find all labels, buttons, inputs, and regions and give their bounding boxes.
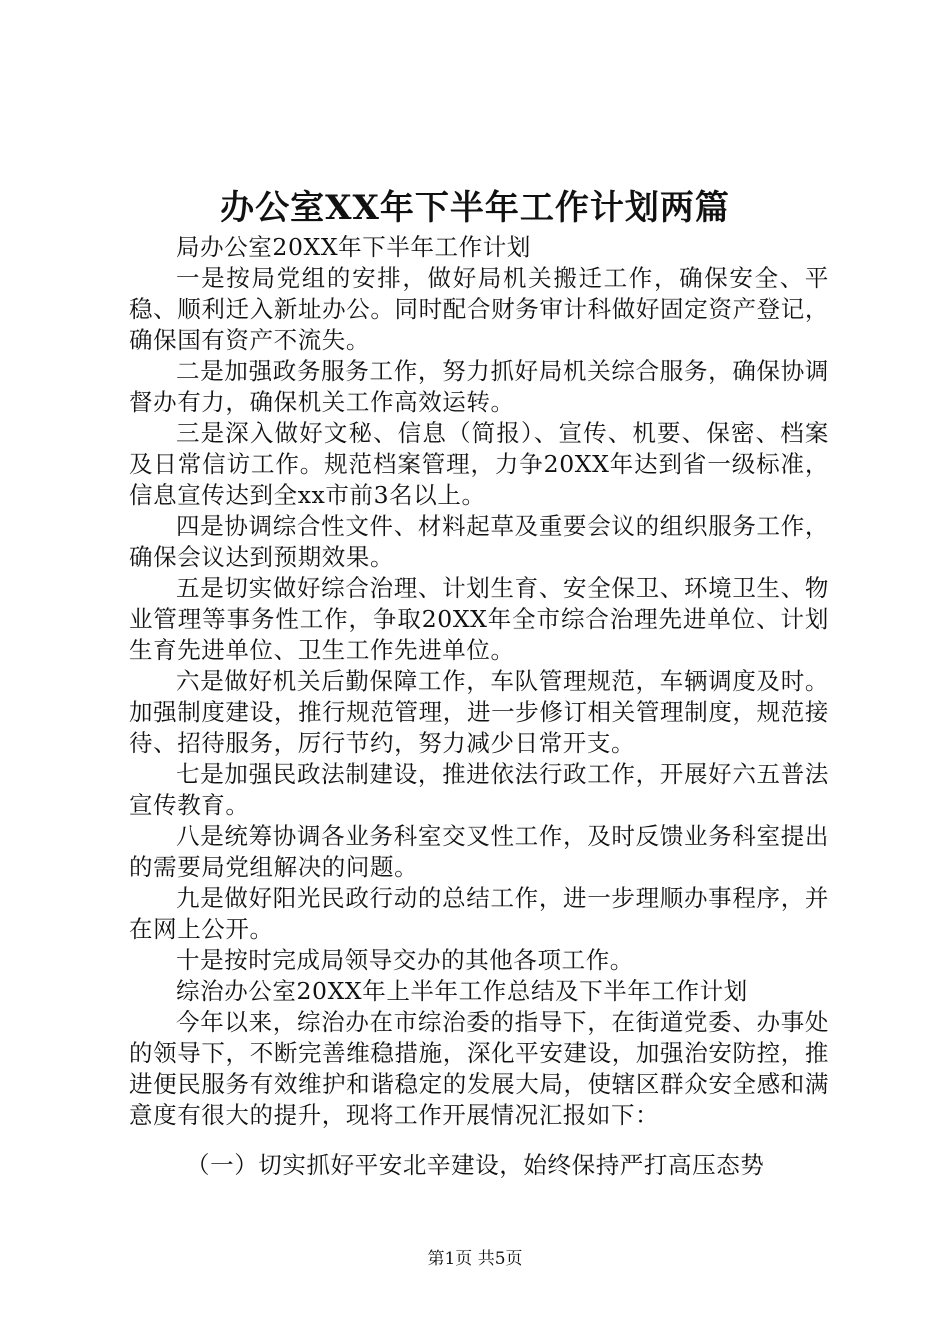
paragraph-item-9: 九是做好阳光民政行动的总结工作，进一步理顺办事程序，并在网上公开。 xyxy=(129,884,829,943)
paragraph-item-7: 七是加强民政法制建设，推进依法行政工作，开展好六五普法宣传教育。 xyxy=(129,760,829,819)
paragraph-item-10: 十是按时完成局领导交办的其他各项工作。 xyxy=(176,946,634,974)
paragraph-item-3: 三是深入做好文秘、信息（简报）、宣传、机要、保密、档案及日常信访工作。规范档案管理，力争20XX年达到省一级标准，信息宣传达到全xx市前3名以上。 xyxy=(129,419,829,509)
paragraph-item-6: 六是做好机关后勤保障工作，车队管理规范，车辆调度及时。加强制度建设，推行规范管理，进一步修订相关管理制度，规范接待、招待服务，厉行节约，努力减少日常开支。 xyxy=(129,667,829,757)
paragraph-intro: 今年以来，综治办在市综治委的指导下，在街道党委、办事处的领导下，不断完善维稳措施，深化平安建设，加强治安防控，推进便民服务有效维护和谐稳定的发展大局，使辖区群众安全感和满意度有很大的提升，现将工作开展情况汇报如下： xyxy=(129,1008,829,1129)
paragraph-item-5: 五是切实做好综合治理、计划生育、安全保卫、环境卫生、物业管理等事务性工作，争取20XX年全市综合治理先进单位、计划生育先进单位、卫生工作先进单位。 xyxy=(129,574,829,664)
page-number-footer: 第1页 共5页 xyxy=(427,1249,523,1269)
paragraph-item-2: 二是加强政务服务工作，努力抓好局机关综合服务，确保协调督办有力，确保机关工作高效运转。 xyxy=(129,357,829,416)
paragraph-item-8: 八是统筹协调各业务科室交叉性工作，及时反馈业务科室提出的需要局党组解决的问题。 xyxy=(129,822,829,881)
document-title: 办公室XX年下半年工作计划两篇 xyxy=(220,188,730,228)
paragraph-item-1: 一是按局党组的安排，做好局机关搬迁工作，确保安全、平稳、顺利迁入新址办公。同时配合财务审计科做好固定资产登记，确保国有资产不流失。 xyxy=(129,264,829,354)
paragraph-subtitle-2: 综治办公室20XX年上半年工作总结及下半年工作计划 xyxy=(176,977,748,1005)
paragraph-item-4: 四是协调综合性文件、材料起草及重要会议的组织服务工作，确保会议达到预期效果。 xyxy=(129,512,829,571)
document-body xyxy=(129,232,829,1131)
paragraph-subtitle-1: 局办公室20XX年下半年工作计划 xyxy=(176,233,531,261)
section-heading: （一）切实抓好平安北辛建设，始终保持严打高压态势 xyxy=(186,1151,765,1179)
